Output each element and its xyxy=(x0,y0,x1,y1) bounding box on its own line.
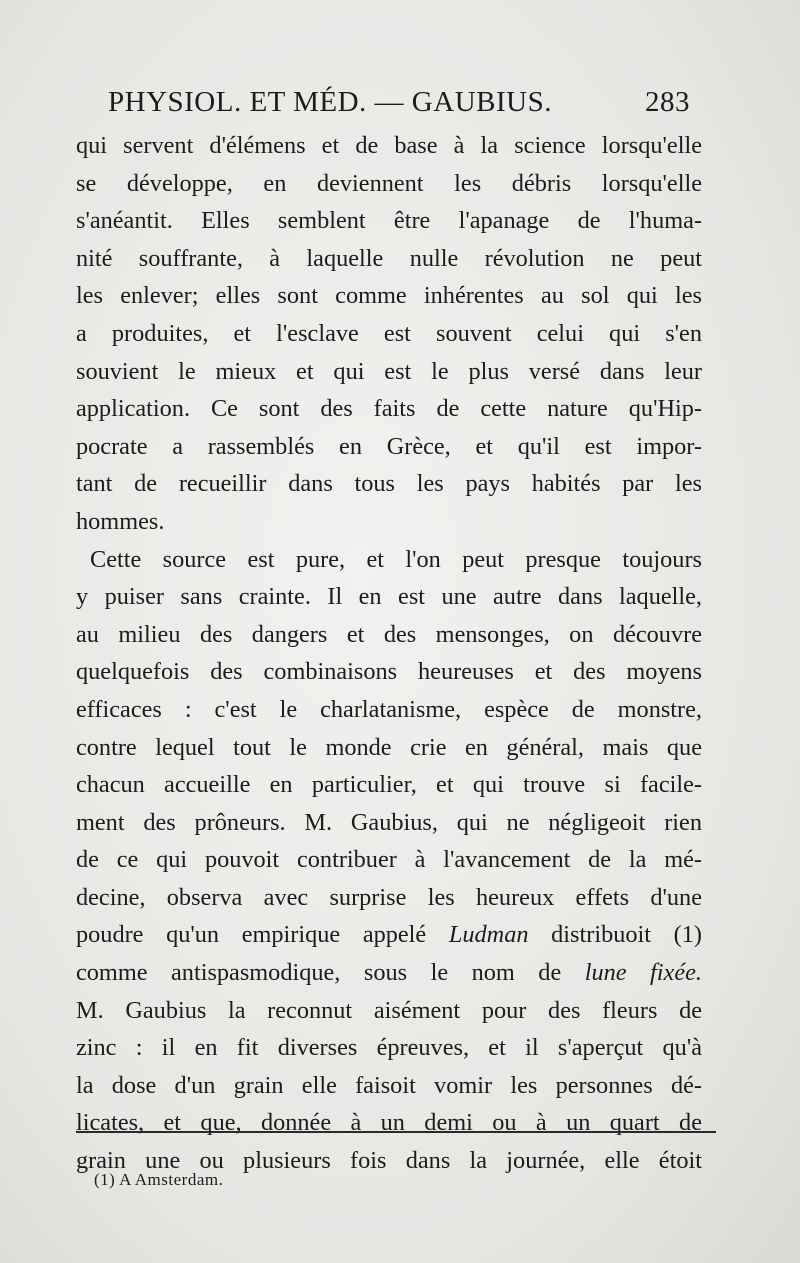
text-line: au milieu des dangers et des mensonges, on découvre xyxy=(76,620,702,648)
text-line xyxy=(76,954,702,992)
text-line: chacun accueille en particulier, et qui trouve si facile- xyxy=(76,771,702,799)
italic-name: Ludman xyxy=(448,921,529,949)
text-line: ment des prôneurs. M. Gaubius, qui ne négligeoit rien xyxy=(76,808,702,836)
text-line: de ce qui pouvoit contribuer à l'avancement de la mé- xyxy=(76,846,702,874)
text-line: s'anéantit. Elles semblent être l'apanage de l'huma- xyxy=(76,207,702,235)
text-line: tant de recueillir dans tous les pays habités par les xyxy=(76,470,702,498)
page-number: 283 xyxy=(645,86,690,118)
line-text: comme antispasmodique, sous le nom de xyxy=(76,959,562,987)
text-line: a produites, et l'esclave est souvent celui qui s'en xyxy=(76,319,702,347)
text-line: Cette source est pure, et l'on peut presque toujours xyxy=(90,545,702,573)
text-line: la dose d'un grain elle faisoit vomir les personnes dé- xyxy=(76,1071,702,1099)
text-line: licates, et que, donnée à un demi ou à un quart de xyxy=(76,1109,702,1137)
text-line xyxy=(76,916,702,954)
body-text xyxy=(76,127,702,1180)
italic-term: lune fixée. xyxy=(584,959,702,987)
text-line: se développe, en deviennent les débris lorsqu'elle xyxy=(76,169,702,197)
text-line: grain une ou plusieurs fois dans la journée, elle étoit xyxy=(76,1147,702,1175)
line-text: distribuoit (1) xyxy=(551,921,702,949)
text-line: nité souffrante, à laquelle nulle révolution ne peut xyxy=(76,244,702,272)
text-line: quelquefois des combinaisons heureuses et des moyens xyxy=(76,658,702,686)
line-text: poudre qu'un empirique appelé xyxy=(76,921,427,949)
text-line: y puiser sans crainte. Il en est une autre dans laquelle, xyxy=(76,583,702,611)
footnote-divider xyxy=(76,1131,716,1133)
text-line: M. Gaubius la reconnut aisément pour des fleurs de xyxy=(76,996,702,1024)
footnote: (1) A Amsterdam. xyxy=(94,1170,224,1189)
running-title: PHYSIOL. ET MÉD. — GAUBIUS. xyxy=(108,86,552,118)
text-line: decine, observa avec surprise les heureux effets d'une xyxy=(76,883,702,911)
text-line: qui servent d'élémens et de base à la science lorsqu'elle xyxy=(76,132,702,159)
page-header xyxy=(108,86,690,126)
text-line: pocrate a rassemblés en Grèce, et qu'il est impor- xyxy=(76,432,702,460)
text-line: contre lequel tout le monde crie en général, mais que xyxy=(76,733,702,761)
text-line: hommes. xyxy=(76,507,165,535)
text-line: application. Ce sont des faits de cette nature qu'Hip- xyxy=(76,395,702,423)
text-line: efficaces : c'est le charlatanisme, espèce de monstre, xyxy=(76,695,702,723)
text-line: souvient le mieux et qui est le plus versé dans leur xyxy=(76,357,702,385)
text-line: les enlever; elles sont comme inhérentes au sol qui les xyxy=(76,282,702,310)
text-line: zinc : il en fit diverses épreuves, et il s'aperçut qu'à xyxy=(76,1034,702,1062)
